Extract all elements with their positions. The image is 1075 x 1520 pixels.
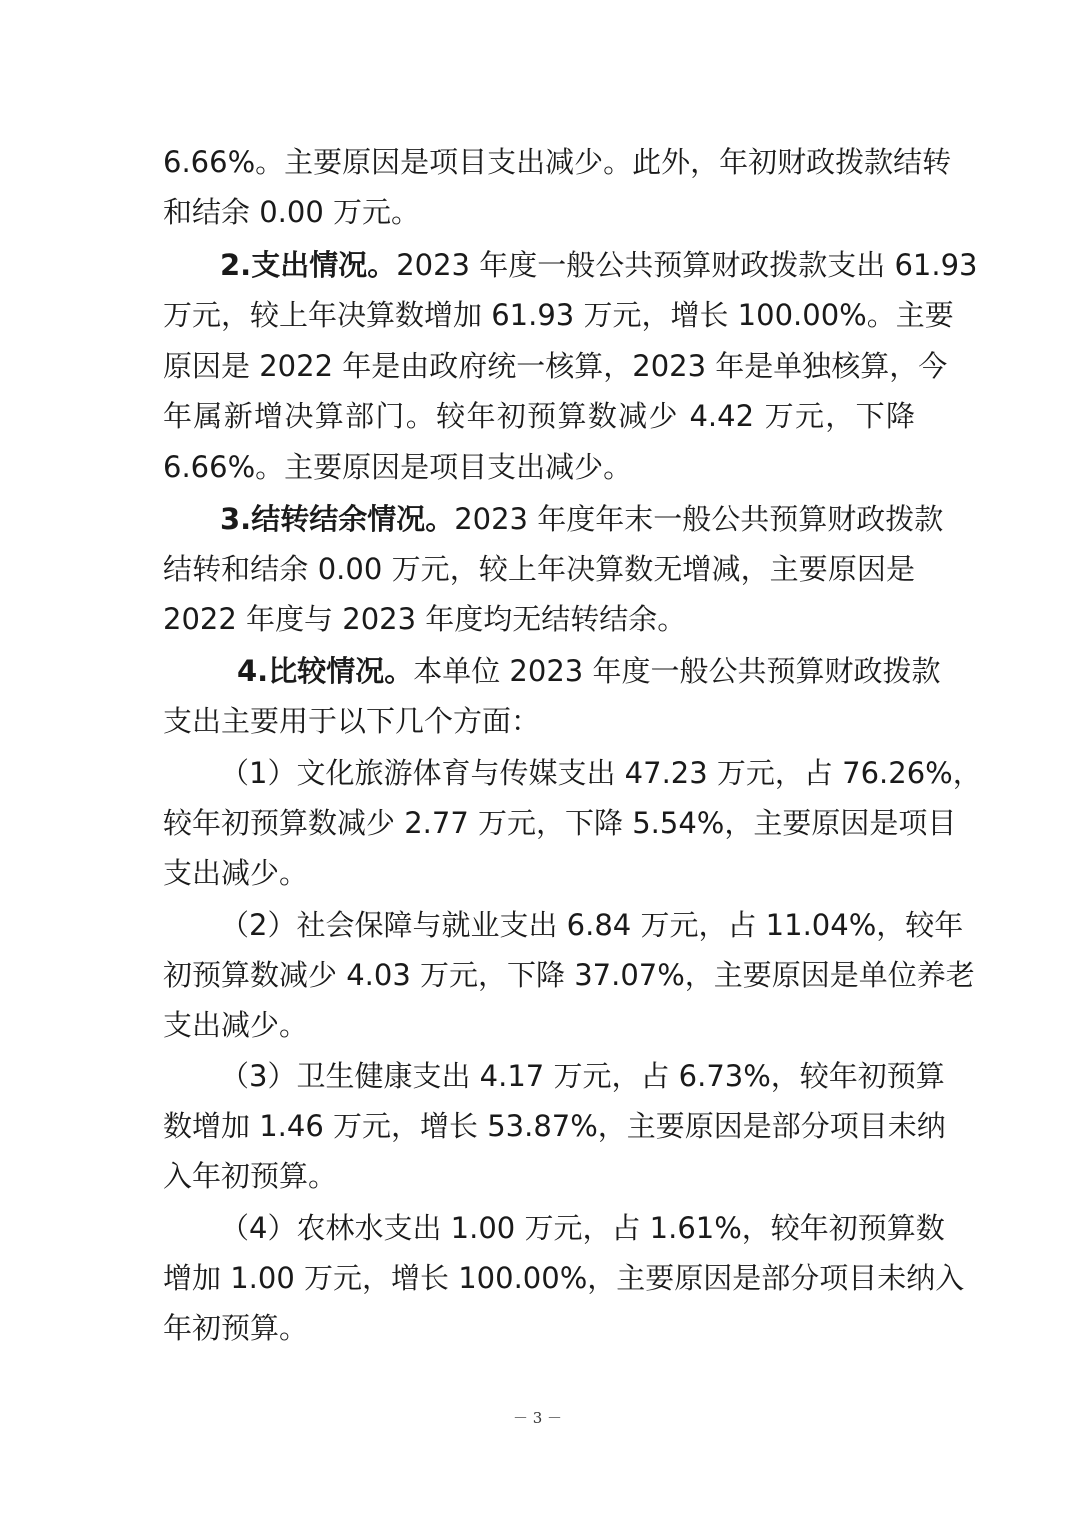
text-line: 数增加 1.46 万元，增长 53.87%，主要原因是部分项目未纳: [163, 1109, 946, 1143]
text-line: 增加 1.00 万元，增长 100.00%，主要原因是部分项目未纳入: [163, 1261, 965, 1295]
text-line: 6.66%。主要原因是项目支出减少。此外，年初财政拨款结转: [163, 145, 952, 179]
text-line: 入年初预算。: [163, 1159, 338, 1193]
text-line: 较年初预算数减少 2.77 万元，下降 5.54%，主要原因是项目: [163, 806, 957, 840]
text-line: 年属新增决算部门。较年初预算数减少 4.42 万元，下降: [163, 399, 915, 433]
section-heading-carryover: 3.结转结余情况。: [220, 502, 455, 536]
section-2-paragraph-start: [163, 247, 978, 283]
text-line: 2023 年度一般公共预算财政拨款支出 61.93: [396, 248, 978, 282]
text-line: 年初预算。: [163, 1311, 309, 1345]
text-line: 支出减少。: [163, 1008, 309, 1042]
text-line: 支出减少。: [163, 856, 309, 890]
section-heading-spending: 2.支出情况。: [220, 248, 397, 282]
section-3-paragraph-start: [163, 501, 944, 537]
page-number: － 3 －: [512, 1409, 563, 1427]
text-line: 初预算数减少 4.03 万元，下降 37.07%，主要原因是单位养老: [163, 958, 975, 992]
text-line: 支出主要用于以下几个方面：: [163, 704, 541, 738]
text-line: （2）社会保障与就业支出 6.84 万元，占 11.04%，较年: [220, 908, 964, 942]
text-line: 本单位 2023 年度一般公共预算财政拨款: [413, 654, 941, 688]
text-line: （4）农林水支出 1.00 万元，占 1.61%，较年初预算数: [220, 1211, 945, 1245]
text-line: 原因是 2022 年是由政府统一核算，2023 年是单独核算，今: [163, 349, 948, 383]
text-line: 2022 年度与 2023 年度均无结转结余。: [163, 602, 687, 636]
text-line: 和结余 0.00 万元。: [163, 195, 421, 229]
section-heading-comparison: 4.比较情况。: [237, 654, 414, 688]
text-line: （1）文化旅游体育与传媒支出 47.23 万元，占 76.26%，: [220, 756, 982, 790]
text-line: 万元，较上年决算数增加 61.93 万元，增长 100.00%。主要: [163, 298, 954, 332]
text-line: 6.66%。主要原因是项目支出减少。: [163, 450, 633, 484]
text-line: 结转和结余 0.00 万元，较上年决算数无增减，主要原因是: [163, 552, 915, 586]
text-line: 2023 年度年末一般公共预算财政拨款: [454, 502, 944, 536]
text-line: （3）卫生健康支出 4.17 万元，占 6.73%，较年初预算: [220, 1059, 945, 1093]
section-4-paragraph-start: [163, 653, 941, 689]
